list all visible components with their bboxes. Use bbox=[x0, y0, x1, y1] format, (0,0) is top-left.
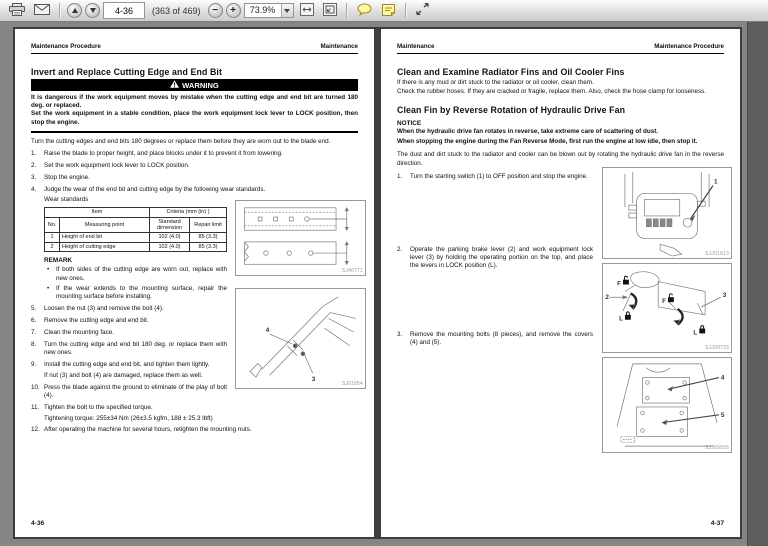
running-header bbox=[31, 43, 358, 54]
sticky-note-button[interactable] bbox=[378, 2, 399, 20]
step-item: 6. Remove the cutting edge and end bit. bbox=[31, 317, 149, 325]
diagonal-resize-icon bbox=[416, 3, 429, 18]
down-arrow-icon bbox=[90, 8, 96, 13]
header-right-text: Maintenance bbox=[320, 43, 358, 50]
col-repair-limit: Repair limit bbox=[190, 217, 227, 233]
zoom-in-button[interactable]: + bbox=[226, 3, 241, 18]
page-right bbox=[381, 29, 740, 537]
step-item: 8. Turn the cutting edge and end bit 180 deg. or replace them with new ones. bbox=[31, 340, 227, 357]
step-item: 5. Loosen the nut (3) and remove the bolt (4). bbox=[31, 305, 164, 313]
envelope-icon bbox=[34, 3, 50, 18]
callout-bolt: 4 bbox=[265, 327, 270, 335]
remark-item: • If the wear extends to the mounting surface, repair the mounting surface before installing. bbox=[47, 285, 227, 301]
steps-1-4 bbox=[31, 150, 358, 205]
col-no: No. bbox=[45, 217, 60, 233]
up-arrow-icon bbox=[72, 8, 78, 13]
zoom-out-button[interactable]: − bbox=[208, 3, 223, 18]
section-title: Clean and Examine Radiator Fins and Oil Cooler Fins bbox=[397, 66, 625, 77]
lock-mark: L bbox=[693, 329, 698, 337]
zoom-dropdown-arrow[interactable] bbox=[281, 4, 293, 17]
header-left-text: Maintenance Procedure bbox=[31, 43, 101, 50]
step-item: 7. Clean the mounting face. bbox=[31, 329, 115, 336]
body-line: If there is any mud or dirt stuck to the radiator or oil cooler, clean them. bbox=[397, 78, 594, 86]
running-header bbox=[397, 43, 724, 54]
page-number-input[interactable] bbox=[103, 2, 145, 19]
print-button[interactable] bbox=[6, 2, 28, 20]
step-note: If nut (3) and bolt (4) are damaged, replace them as well. bbox=[44, 371, 203, 379]
step-item: 9. Install the cutting edge and end bit, and tighten them lightly. bbox=[31, 361, 210, 369]
section-title: Clean Fin by Reverse Rotation of Hydraulic Drive Fan bbox=[397, 104, 626, 115]
left-column bbox=[31, 207, 227, 423]
fit-width-button[interactable] bbox=[297, 2, 317, 20]
speech-bubble-icon bbox=[357, 3, 372, 19]
warning-text bbox=[31, 91, 358, 133]
callout-upper-cover: 4 bbox=[720, 374, 725, 382]
fit-page-button[interactable] bbox=[320, 2, 340, 20]
figure-starting-switch bbox=[602, 167, 732, 259]
table-header-row bbox=[45, 208, 227, 217]
step-item: 1. Turn the starting switch (1) to OFF position and stop the engine. bbox=[397, 173, 588, 181]
figure-blade-wear-diagram bbox=[235, 200, 366, 276]
next-page-button[interactable] bbox=[85, 3, 100, 18]
intro-paragraph: Turn the cutting edges and end bits 180 degrees or replace them before they are worn out to the blade end. bbox=[31, 138, 331, 146]
callout-lower-cover: 5 bbox=[720, 411, 725, 419]
header-left-text: Maintenance bbox=[397, 43, 435, 50]
figure-lock-levers bbox=[602, 263, 732, 353]
warning-line: Set the work equipment in a stable condition, place the work equipment lock lever to LOCK position, then stop the engine. bbox=[31, 110, 358, 126]
wear-standards-label: Wear standards bbox=[44, 196, 89, 204]
remark-item: • If both sides of the cutting edge are worn out, replace with new ones. bbox=[47, 266, 227, 282]
comment-button[interactable] bbox=[354, 2, 375, 20]
figure-covers bbox=[602, 357, 732, 453]
zoom-level-select[interactable] bbox=[244, 3, 294, 18]
print-icon bbox=[9, 3, 25, 19]
warning-line: It is dangerous if the work equipment moves by mistake when the cutting edge and end bit are turned 180 deg. or replaced. bbox=[31, 93, 358, 109]
toolbar-separator bbox=[59, 3, 61, 18]
header-right-text: Maintenance Procedure bbox=[654, 43, 724, 50]
col-item: Item bbox=[45, 208, 150, 217]
previous-page-button[interactable] bbox=[67, 3, 82, 18]
window-edge bbox=[747, 22, 768, 546]
callout-right-lever: 3 bbox=[722, 292, 727, 300]
free-mark: F bbox=[662, 298, 667, 306]
fit-page-icon bbox=[323, 3, 337, 19]
notice-line: When the hydraulic drive fan rotates in reverse, take extreme care of scattering of dust. bbox=[397, 128, 659, 136]
warning-banner bbox=[31, 79, 358, 91]
callout-nut: 3 bbox=[311, 376, 316, 384]
warning-label: WARNING bbox=[182, 80, 219, 90]
page-number: 4-37 bbox=[710, 520, 724, 527]
table-row: 1 Height of end bit 102 (4.0) 85 (3.3) bbox=[45, 233, 227, 242]
figure-code: SJJ09733 bbox=[705, 345, 729, 351]
page-left bbox=[15, 29, 374, 537]
section-title: Invert and Replace Cutting Edge and End Bit bbox=[31, 66, 223, 77]
sticky-note-icon bbox=[381, 3, 396, 19]
figure-code: SJJ09935 bbox=[705, 445, 729, 451]
page-spread bbox=[13, 27, 742, 539]
toolbar bbox=[0, 0, 768, 22]
wear-standards-table bbox=[44, 207, 227, 252]
warning-triangle-icon bbox=[170, 80, 179, 90]
step-item: 11. Tighten the bolt to the specified torque. bbox=[31, 404, 153, 412]
page-count-label: (363 of 469) bbox=[152, 5, 201, 16]
torque-note: Tightening torque: 255±34 Nm (26±3.5 kgfm, 188 ± 25.3 lbft) bbox=[44, 414, 213, 422]
resize-window-button[interactable] bbox=[413, 2, 433, 20]
step-item: 1. Raise the blade to proper height, and place blocks under it to prevent it from lowering. bbox=[31, 150, 283, 158]
table-subheader-row bbox=[45, 217, 227, 233]
figure-cutting-edge-bolt bbox=[235, 288, 366, 389]
page-number: 4-36 bbox=[31, 520, 45, 527]
figure-code: SJJ01813 bbox=[705, 251, 729, 257]
toolbar-separator bbox=[405, 3, 407, 18]
email-button[interactable] bbox=[31, 2, 53, 20]
step-item: 2. Operate the parking brake lever (2) and work equipment lock lever (3) by holding the operating portion on the top, and place the levers in LOCK position (L). bbox=[397, 245, 593, 270]
callout-left-lever: 2 bbox=[605, 294, 609, 302]
step-item: 4. Judge the wear of the end bit and cutting edge by the following wear standards. bbox=[31, 186, 266, 193]
col-criteria: Criteria (mm (in) ) bbox=[150, 208, 227, 217]
document-viewer[interactable] bbox=[0, 22, 768, 546]
free-mark: F bbox=[617, 280, 622, 288]
remark-label: REMARK bbox=[44, 256, 73, 264]
step-item: 2. Set the work equipment lock lever to LOCK position. bbox=[31, 162, 190, 170]
step-item: 10. Press the blade against the ground to eliminate of the play of bolt (4). bbox=[31, 383, 227, 400]
col-measuring-point: Measuring point bbox=[60, 217, 150, 233]
step-item: 3. Stop the engine. bbox=[31, 174, 90, 182]
body-line: Check the rubber hoses. If they are cracked or fragile, replace them. Also, check the hose clamp for looseness. bbox=[397, 88, 707, 96]
figure-code: SJ01854 bbox=[341, 381, 363, 387]
notice-line: When stopping the engine during the Fan Reverse Mode, first run the engine at low idle, then stop it. bbox=[397, 137, 698, 145]
body-paragraph: The dust and dirt stuck to the radiator and cooler can be blown out by rotating the hydraulic drive fan in the reverse direction. bbox=[397, 151, 724, 167]
step-item: 3. Remove the mounting bolts (8 pieces), and remove the covers (4) and (5). bbox=[397, 330, 593, 347]
col-standard-dimension: Standard dimension bbox=[150, 217, 190, 233]
toolbar-separator bbox=[346, 3, 348, 18]
step-item: 12. After operating the machine for several hours, retighten the mounting nuts. bbox=[31, 426, 252, 434]
chevron-down-icon bbox=[284, 9, 290, 13]
lock-mark: L bbox=[619, 315, 623, 323]
zoom-level-value: 73.9% bbox=[249, 5, 276, 15]
left-column bbox=[397, 173, 593, 348]
fit-width-icon bbox=[300, 3, 314, 19]
callout-switch: 1 bbox=[713, 178, 718, 186]
figure-code: SJ40771 bbox=[341, 268, 363, 274]
table-row: 2 Height of cutting edge 102 (4.0) 85 (3.3) bbox=[45, 242, 227, 251]
notice-label: NOTICE bbox=[397, 119, 422, 127]
